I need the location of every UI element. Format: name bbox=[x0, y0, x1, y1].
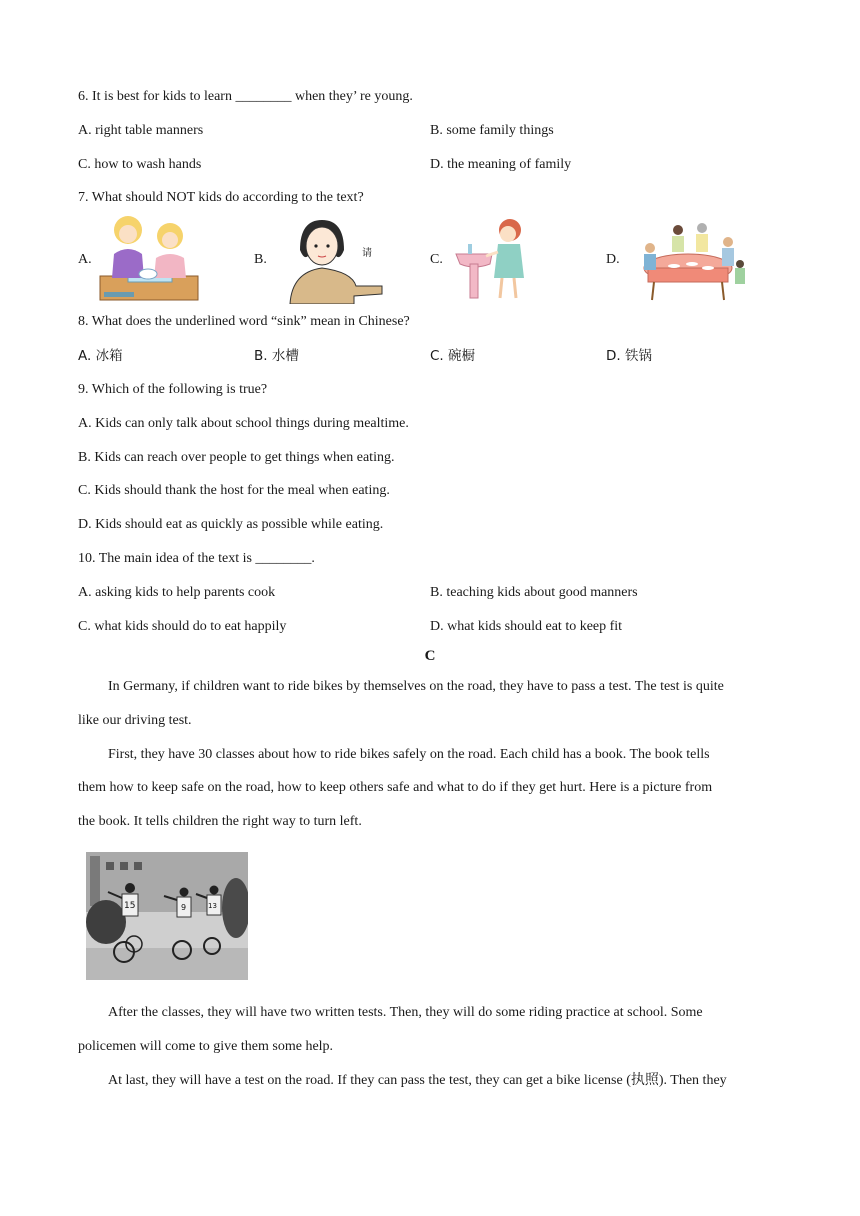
question-9-option-c: C. Kids should thank the host for the meal when eating. bbox=[78, 483, 390, 498]
paragraph-1-line-2: like our driving test. bbox=[78, 713, 192, 728]
paragraph-3-line-1: After the classes, they will have two written tests. Then, they will do some riding practice at school. Some bbox=[108, 1005, 703, 1020]
paragraph-4-line-1: At last, they will have a test on the road. If they can pass the test, they can get a bike license (执照). Then they bbox=[108, 1073, 727, 1088]
question-6-option-b: B. some family things bbox=[430, 123, 554, 138]
question-8-option-c: C. 碗橱 bbox=[430, 348, 476, 364]
question-10-stem: 10. The main idea of the text is ________. bbox=[78, 551, 315, 566]
washing-dishes-illustration bbox=[98, 214, 200, 304]
rider-number-3: 13 bbox=[208, 902, 217, 910]
question-6-option-d: D. the meaning of family bbox=[430, 157, 572, 172]
section-heading: C bbox=[424, 648, 436, 664]
woman-inviting-illustration bbox=[286, 216, 386, 304]
question-8-stem: 8. What does the underlined word “sink” mean in Chinese? bbox=[78, 314, 410, 329]
question-7-stem: 7. What should NOT kids do according to the text? bbox=[78, 190, 364, 205]
invite-sign-glyph: 请 bbox=[362, 248, 372, 259]
paragraph-1-line-1: In Germany, if children want to ride bikes by themselves on the road, they have to pass a test. The test is quite bbox=[108, 679, 724, 694]
paragraph-2-line-1: First, they have 30 classes about how to ride bikes safely on the road. Each child has a book. The book tells bbox=[108, 747, 710, 762]
question-6-option-a: A. right table manners bbox=[78, 123, 204, 138]
question-8-option-d: D. 铁锅 bbox=[606, 348, 652, 364]
question-7-option-a-label: A. bbox=[78, 252, 92, 267]
family-dinner-illustration bbox=[630, 212, 746, 302]
paragraph-3-line-2: policemen will come to give them some help. bbox=[78, 1039, 334, 1054]
paragraph-2-line-2: them how to keep safe on the road, how to keep others safe and what to do if they get hurt. Here is a picture from bbox=[78, 780, 713, 795]
paragraph-2-line-3: the book. It tells children the right way to turn left. bbox=[78, 814, 362, 829]
question-9-option-d: D. Kids should eat as quickly as possible while eating. bbox=[78, 517, 384, 532]
question-7-option-b-label: B. bbox=[254, 252, 267, 267]
question-6-option-c: C. how to wash hands bbox=[78, 157, 202, 172]
kids-cycling-photo bbox=[86, 852, 248, 980]
rider-number-1: 15 bbox=[124, 901, 136, 911]
washing-hands-illustration bbox=[452, 216, 532, 302]
question-10-option-d: D. what kids should eat to keep fit bbox=[430, 619, 623, 634]
question-10-option-a: A. asking kids to help parents cook bbox=[78, 585, 276, 600]
question-9-option-b: B. Kids can reach over people to get things when eating. bbox=[78, 450, 395, 465]
question-10-option-b: B. teaching kids about good manners bbox=[430, 585, 638, 600]
rider-number-2: 9 bbox=[181, 903, 187, 912]
question-8-option-a: A. 冰箱 bbox=[78, 348, 123, 364]
question-7-option-d-label: D. bbox=[606, 252, 620, 267]
question-6-stem: 6. It is best for kids to learn ________ when they’ re young. bbox=[78, 89, 413, 104]
question-10-option-c: C. what kids should do to eat happily bbox=[78, 619, 287, 634]
question-9-option-a: A. Kids can only talk about school things during mealtime. bbox=[78, 416, 409, 431]
question-8-option-b: B. 水槽 bbox=[254, 348, 299, 364]
question-7-option-c-label: C. bbox=[430, 252, 443, 267]
question-9-stem: 9. Which of the following is true? bbox=[78, 382, 268, 397]
